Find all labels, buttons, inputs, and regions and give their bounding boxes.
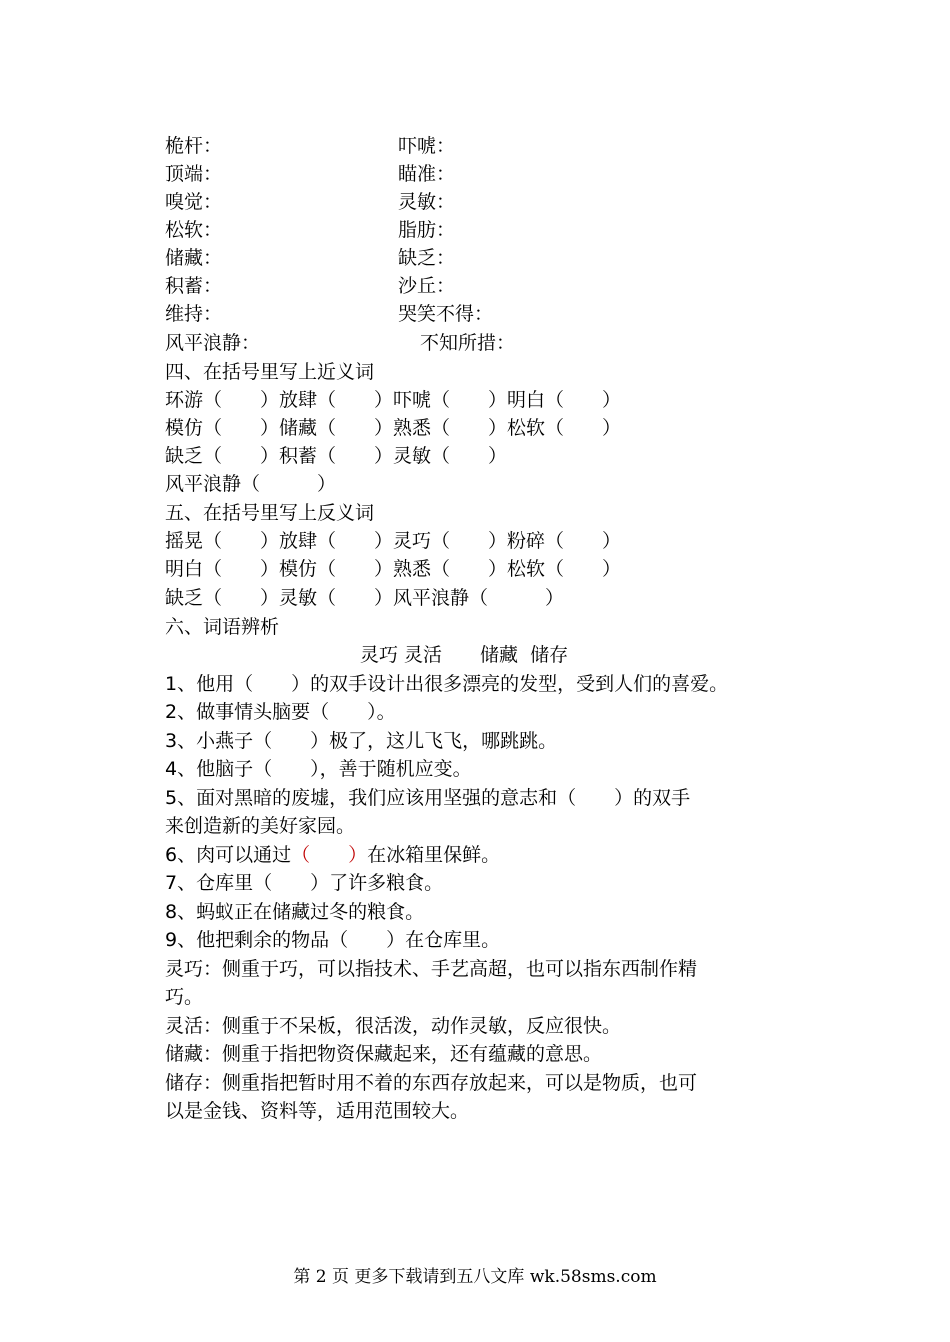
explanation-1-line-2: 巧。 [165, 986, 204, 1008]
page-footer: 第 2 页 更多下载请到五八文库 wk.58sms.com [293, 1267, 657, 1287]
def-left-7: 维持： [165, 303, 223, 325]
def-left-4: 松软： [165, 219, 223, 241]
question-4: 4、他脑子（ ），善于随机应变。 [165, 758, 472, 780]
def-right-2: 瞄准： [398, 163, 456, 185]
section-5-title: 五、在括号里写上反义词 [165, 502, 375, 524]
question-3: 3、小燕子（ ）极了，这儿飞飞，哪跳跳。 [165, 730, 558, 752]
def-right-7: 哭笑不得： [398, 303, 494, 325]
question-1: 1、他用（ ）的双手设计出很多漂亮的发型，受到人们的喜爱。 [165, 673, 729, 695]
section-4-line-4: 风平浪静（ ） [165, 473, 337, 495]
section-6-title: 六、词语辨析 [165, 616, 280, 638]
question-6-end: 在冰箱里保鲜。 [367, 844, 501, 866]
question-6-blank: （ ） [291, 844, 368, 866]
def-right-6: 沙丘： [398, 275, 456, 297]
def-left-1: 桅杆： [165, 135, 223, 157]
section-5-line-1: 摇晃（ ）放肆（ ）灵巧（ ）粉碎（ ） [165, 530, 622, 552]
explanation-2: 灵活：侧重于不呆板，很活泼，动作灵敏，反应很快。 [165, 1015, 622, 1037]
def-right-5: 缺乏： [398, 247, 456, 269]
section-4-title: 四、在括号里写上近义词 [165, 361, 375, 383]
question-8: 8、蚂蚁正在储藏过冬的粮食。 [165, 901, 425, 923]
section-4-line-3: 缺乏（ ）积蓄（ ）灵敏（ ） [165, 445, 508, 467]
section-5-line-3: 缺乏（ ）灵敏（ ）风平浪静（ ） [165, 587, 565, 609]
explanation-1-line-1: 灵巧：侧重于巧，可以指技术、手艺高超，也可以指东西制作精 [165, 958, 698, 980]
question-5-line-1: 5、面对黑暗的废墟，我们应该用坚强的意志和（ ）的双手 [165, 787, 691, 809]
section-4-line-2: 模仿（ ）储藏（ ）熟悉（ ）松软（ ） [165, 417, 622, 439]
def-left-3: 嗅觉： [165, 191, 223, 213]
question-9: 9、他把剩余的物品（ ）在仓库里。 [165, 929, 501, 951]
def-left-5: 储藏： [165, 247, 223, 269]
question-2: 2、做事情头脑要（ ）。 [165, 701, 396, 723]
def-left-8: 风平浪静： [165, 332, 261, 354]
section-4-line-1: 环游（ ）放肆（ ）吓唬（ ）明白（ ） [165, 389, 622, 411]
def-right-4: 脂肪： [398, 219, 456, 241]
explanation-3: 储藏：侧重于指把物资保藏起来，还有蕴藏的意思。 [165, 1043, 603, 1065]
question-6 [165, 841, 500, 869]
def-right-8: 不知所措： [420, 332, 516, 354]
explanation-4-line-2: 以是金钱、资料等，适用范围较大。 [165, 1100, 470, 1122]
def-left-6: 积蓄： [165, 275, 223, 297]
def-right-1: 吓唬： [398, 135, 456, 157]
def-right-3: 灵敏： [398, 191, 456, 213]
explanation-4-line-1: 储存：侧重指把暂时用不着的东西存放起来，可以是物质，也可 [165, 1072, 698, 1094]
question-6-start: 6、肉可以通过 [165, 844, 292, 866]
question-5-line-2: 来创造新的美好家园。 [165, 815, 356, 837]
section-5-line-2: 明白（ ）模仿（ ）熟悉（ ）松软（ ） [165, 558, 622, 580]
def-left-2: 顶端： [165, 163, 223, 185]
section-6-word-list: 灵巧 灵活 储藏 储存 [360, 644, 569, 666]
question-7: 7、仓库里（ ）了许多粮食。 [165, 872, 444, 894]
